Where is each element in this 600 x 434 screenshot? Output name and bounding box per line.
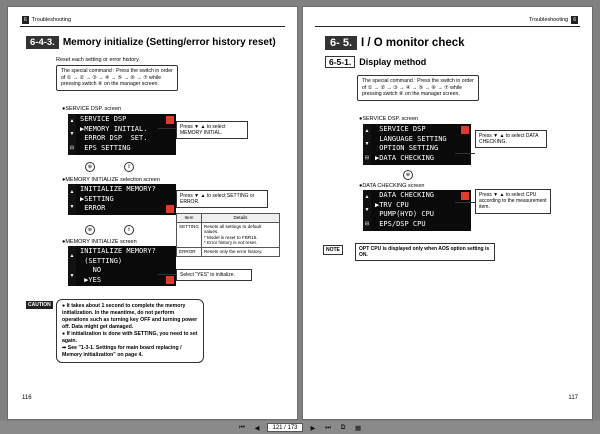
special-command-box: The special command : Press the switch in order of ① → ② → ③ → ④ → ⑤ → ⑥ → ⑦ while pressing switch ⑧ on the manager screen. [56, 65, 178, 91]
special-command-box: The special command : Press the switch in order of ① → ② → ③ → ④ → ⑤ → ⑥ → ⑦ while pressing switch ⑧ on the manager screen. [357, 75, 479, 101]
copy-icon[interactable]: ⧉ [340, 423, 346, 431]
chapter-title: I / O monitor check [361, 37, 465, 49]
up-icon: ▲ [364, 127, 370, 134]
caution-item: ● If initialization is done with SETTING, you need to set again. [62, 331, 198, 344]
right-header [529, 15, 578, 24]
lcd-row: SERVICE DSP [375, 125, 426, 133]
intro-text: Reset each setting or error history. [56, 57, 140, 63]
grid-icon[interactable]: ▦ [354, 424, 362, 432]
lcd-row: ERROR DSP SET. [80, 134, 148, 142]
lcd-row: NO [80, 266, 102, 274]
page-number: 117 [568, 395, 578, 401]
back-switch-icon: ⇧ [124, 225, 134, 235]
note-select-data-checking: Press ▼ ▲ to select DATA CHECKING. [475, 130, 547, 148]
service-dsp-caption: ●SERVICE DSP. screen [62, 106, 122, 112]
chapter-heading [325, 36, 465, 50]
subsection-title: Display method [359, 57, 427, 67]
lcd-row: INITIALIZE MEMORY? [80, 247, 156, 255]
service-dsp-caption: ●SERVICE DSP. screen [359, 116, 419, 122]
data-checking-caption: ●DATA CHECKING screen [359, 183, 425, 189]
chapter-number: 6- 5. [325, 36, 357, 50]
up-icon: ▲ [69, 117, 75, 124]
lcd-screen [76, 114, 176, 155]
header-title: Troubleshooting [31, 16, 72, 23]
page-number: 116 [22, 395, 32, 401]
lcd-data-checking [363, 190, 471, 231]
table-row [177, 222, 280, 247]
lcd-row: SERVICE DSP [80, 115, 127, 123]
subsection-number: 6-5-1. [325, 56, 355, 68]
lcd-side-keys [363, 124, 371, 165]
key-icon: ⊟ [364, 155, 370, 162]
status-indicator [461, 192, 469, 200]
ok-switch-icon: ⊛ [403, 170, 413, 180]
lcd-row: PUMP(HYD) CPU [375, 210, 435, 218]
lcd-row: ▶TRV CPU [375, 200, 409, 209]
lcd-row: DATA CHECKING [375, 191, 435, 199]
up-icon: ▲ [69, 253, 75, 259]
details-table [176, 213, 280, 257]
mem-init-caption-2: ●MEMORY INITIALIZE screen [62, 239, 137, 245]
chapter-badge: 6 [24, 16, 27, 23]
pointer-line [158, 274, 176, 275]
back-switch-icon: ⇧ [124, 162, 134, 172]
lcd-side-keys [363, 190, 371, 231]
table-cell: ERROR [177, 247, 202, 256]
ok-switch-icon: ⊛ [85, 162, 95, 172]
status-indicator [166, 205, 174, 213]
status-indicator [166, 276, 174, 284]
caution-box [56, 299, 204, 363]
lcd-service-dsp [68, 114, 176, 155]
down-icon: ▼ [69, 273, 75, 279]
lcd-row: ERROR [80, 204, 106, 212]
note-select-memory: Press ▼ ▲ to select MEMORY INITIAL. [176, 121, 248, 139]
prev-page-icon[interactable]: ◀ [254, 424, 260, 432]
pointer-line [158, 128, 176, 129]
lcd-row: EPS/DSP CPU [375, 219, 426, 228]
down-icon: ▼ [364, 141, 370, 148]
down-icon: ▼ [69, 131, 75, 138]
caution-text: It takes about 1 second to complete the memory initialization. In the meantime, do not perform operations such as turning key OFF and turning power off. Data might get damaged. [62, 303, 198, 330]
lcd-row: INITIALIZE MEMORY? [80, 185, 156, 193]
lcd-service-dsp [363, 124, 471, 165]
table-cell: Resets only the error history. [201, 247, 279, 256]
note-select-setting: Press ▼ ▲ to select SETTING or ERROR. [176, 190, 268, 208]
viewer-toolbar [0, 421, 600, 434]
lcd-row: ▶YES [80, 275, 102, 284]
lcd-side-keys [68, 114, 76, 155]
lcd-screen [371, 124, 471, 165]
lcd-initialize-confirm [68, 246, 176, 286]
table-row [177, 247, 280, 256]
lcd-side-keys [68, 184, 76, 215]
note-select-yes: Select "YES" to initialize. [176, 269, 252, 281]
lcd-row: ▶SETTING [80, 194, 114, 203]
mem-init-caption: ●MEMORY INITIALIZE selection screen [62, 177, 160, 183]
pointer-line [455, 202, 475, 203]
lcd-side-keys [68, 246, 76, 286]
lcd-screen [371, 190, 471, 231]
lcd-screen [76, 184, 176, 215]
lcd-row: ▶MEMORY INITIAL. [80, 124, 148, 133]
note-icon: NOTE [323, 245, 343, 255]
header-rule [315, 26, 580, 27]
caution-icon: CAUTION [28, 302, 51, 308]
key-icon: ⊟ [69, 145, 75, 152]
section-number: 6-4-3. [26, 36, 59, 49]
table-header-row [177, 214, 280, 223]
left-page [7, 6, 298, 420]
note-opt-cpu: OPT CPU is displayed only when AOS option setting is ON. [355, 243, 495, 261]
lcd-row: LANGUAGE SETTING [375, 134, 447, 143]
table-header: Item [177, 214, 202, 223]
last-page-icon[interactable]: ⏭ [325, 423, 331, 431]
lcd-row: EPS SETTING [80, 143, 131, 152]
ok-switch-icon: ⊛ [85, 225, 95, 235]
next-page-icon[interactable]: ▶ [310, 424, 316, 432]
header-title: Troubleshooting [528, 16, 569, 23]
caution-item: ● It takes about 1 second to complete the memory initialization. In the meantime, do not perform operations such as turning key OFF and turning power off. Data might get damaged. [62, 303, 198, 330]
table-header: Details [201, 214, 279, 223]
lcd-initialize-selection [68, 184, 176, 215]
left-header [22, 15, 71, 24]
caution-text: If initialization is done with SETTING, you need to set again. [62, 331, 198, 344]
status-indicator [166, 116, 174, 124]
right-page [302, 6, 593, 420]
section-title: Memory initialize (Setting/error history reset) [62, 37, 276, 48]
down-icon: ▼ [69, 204, 75, 211]
key-icon: ⊟ [364, 221, 370, 228]
page-indicator[interactable]: 121 / 173 [267, 423, 302, 432]
lcd-row: ▶DATA CHECKING [375, 153, 435, 162]
caution-item [62, 345, 198, 359]
first-page-icon[interactable]: ⏮ [239, 423, 245, 431]
section-heading [26, 36, 276, 49]
table-cell: SETTING [177, 222, 202, 247]
up-icon: ▲ [69, 188, 75, 195]
chapter-badge: 6 [573, 16, 576, 23]
status-indicator [461, 126, 469, 134]
lcd-row: OPTION SETTING [375, 144, 439, 152]
note-select-cpu: Press ▼ ▲ to select CPU according to the measurement item. [475, 189, 551, 214]
caution-text: ➡ See "1-3-1. Settings for main board replacing / Memory initialization" on page 4. [62, 345, 182, 358]
pointer-line [455, 153, 475, 154]
up-icon: ▲ [364, 193, 370, 200]
down-icon: ▼ [364, 207, 370, 214]
lcd-screen [76, 246, 176, 286]
table-cell: Resets all settings to default values. * Model is reset to FBR15. * Error history is not reset. [201, 222, 279, 247]
subsection-heading [325, 56, 426, 68]
lcd-row: (SETTING) [80, 256, 123, 265]
header-rule [20, 26, 285, 27]
